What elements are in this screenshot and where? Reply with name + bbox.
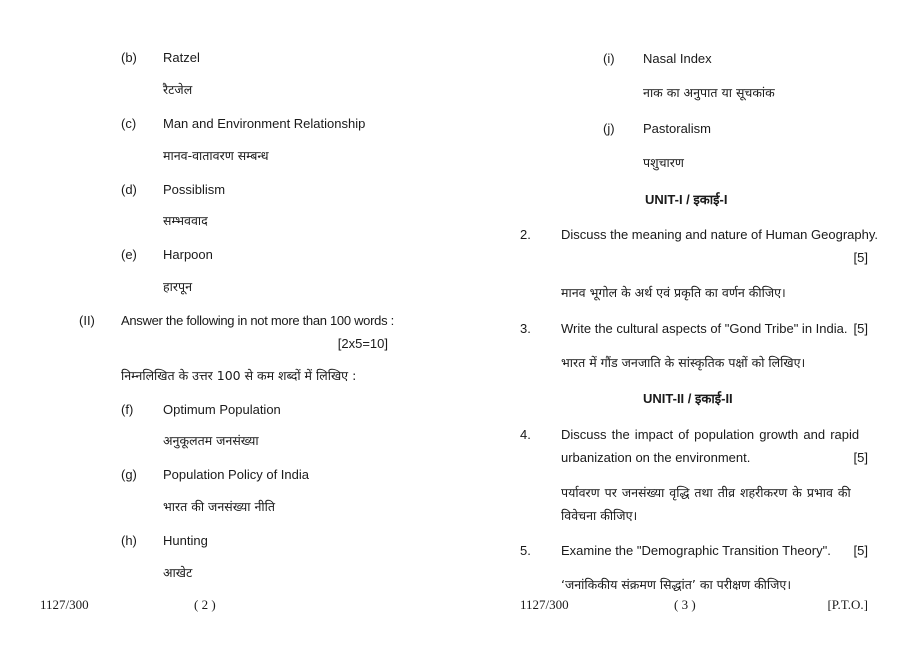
item-number: (e) [121,247,137,262]
section-marks: [2x5=10] [337,336,388,351]
section-number: (II) [79,313,95,328]
question-marks: [5] [853,450,868,465]
item-number: (d) [121,182,137,197]
item-text-hi: हारपून [163,279,193,294]
pto-label: [P.T.O.] [827,597,868,612]
question-text-en: urbanization on the environment. [561,450,751,465]
paper-code: 1127/300 [520,597,569,612]
item-text-en: Possiblism [163,182,226,197]
question-number: 3. [520,321,531,336]
item-number: (h) [121,533,137,548]
item-text-hi: मानव-वातावरण सम्बन्ध [163,148,269,163]
page-number: ( 2 ) [194,597,216,612]
item-number: (j) [603,121,615,136]
item-text-en: Pastoralism [643,121,711,136]
item-number: (g) [121,467,137,482]
item-text-en: Man and Environment Relationship [163,116,366,131]
question-marks: [5] [853,321,868,336]
paper-code: 1127/300 [40,597,89,612]
item-text-hi: रैटजेल [163,82,193,97]
section-instruction-hi: निम्नलिखित के उत्तर 100 से कम शब्दों में लिखिए : [121,368,357,383]
item-number: (b) [121,50,137,65]
question-text-en: Discuss the impact of population growth and rapid [561,427,860,442]
question-text-hi: मानव भूगोल के अर्थ एवं प्रकृति का वर्णन कीजिए। [561,285,786,300]
question-text-hi: ‘जनांकिकीय संक्रमण सिद्धांत’ का परीक्षण कीजिए। [561,577,792,592]
item-number: (c) [121,116,137,131]
question-text-hi: भारत में गौंड जनजाति के सांस्कृतिक पक्षों को लिखिए। [561,355,806,370]
question-number: 4. [520,427,531,442]
section-instruction-en: Answer the following in not more than 100 words : [121,313,394,328]
question-marks: [5] [853,543,868,558]
item-text-en: Population Policy of India [163,467,309,482]
item-text-hi: आखेट [163,565,193,580]
item-number: (f) [121,402,134,417]
question-marks: [5] [853,250,868,265]
question-text-en: Write the cultural aspects of "Gond Tribe" in India. [561,321,848,336]
question-text-hi: विवेचना कीजिए। [561,508,638,523]
item-text-hi: पशुचारण [643,155,684,170]
item-text-hi: सम्भववाद [163,213,208,228]
page-number: ( 3 ) [674,597,696,612]
question-number: 2. [520,227,531,242]
item-text-en: Harpoon [163,247,213,262]
unit-heading: UNIT-II / इकाई-II [643,391,733,406]
item-number: (i) [603,51,615,66]
unit-heading: UNIT-I / इकाई-I [645,192,728,207]
item-text-hi: भारत की जनसंख्या नीति [163,499,276,514]
question-text-en: Examine the "Demographic Transition Theory". [561,543,831,558]
item-text-en: Ratzel [163,50,200,65]
item-text-en: Optimum Population [163,402,281,417]
item-text-hi: अनुकूलतम जनसंख्या [163,433,259,448]
question-text-hi: पर्यावरण पर जनसंख्या वृद्धि तथा तीव्र शहरीकरण के प्रभाव की [561,485,851,500]
item-text-en: Nasal Index [643,51,712,66]
item-text-en: Hunting [163,533,208,548]
question-number: 5. [520,543,531,558]
item-text-hi: नाक का अनुपात या सूचकांक [643,85,775,100]
question-text-en: Discuss the meaning and nature of Human Geography. [561,227,878,242]
